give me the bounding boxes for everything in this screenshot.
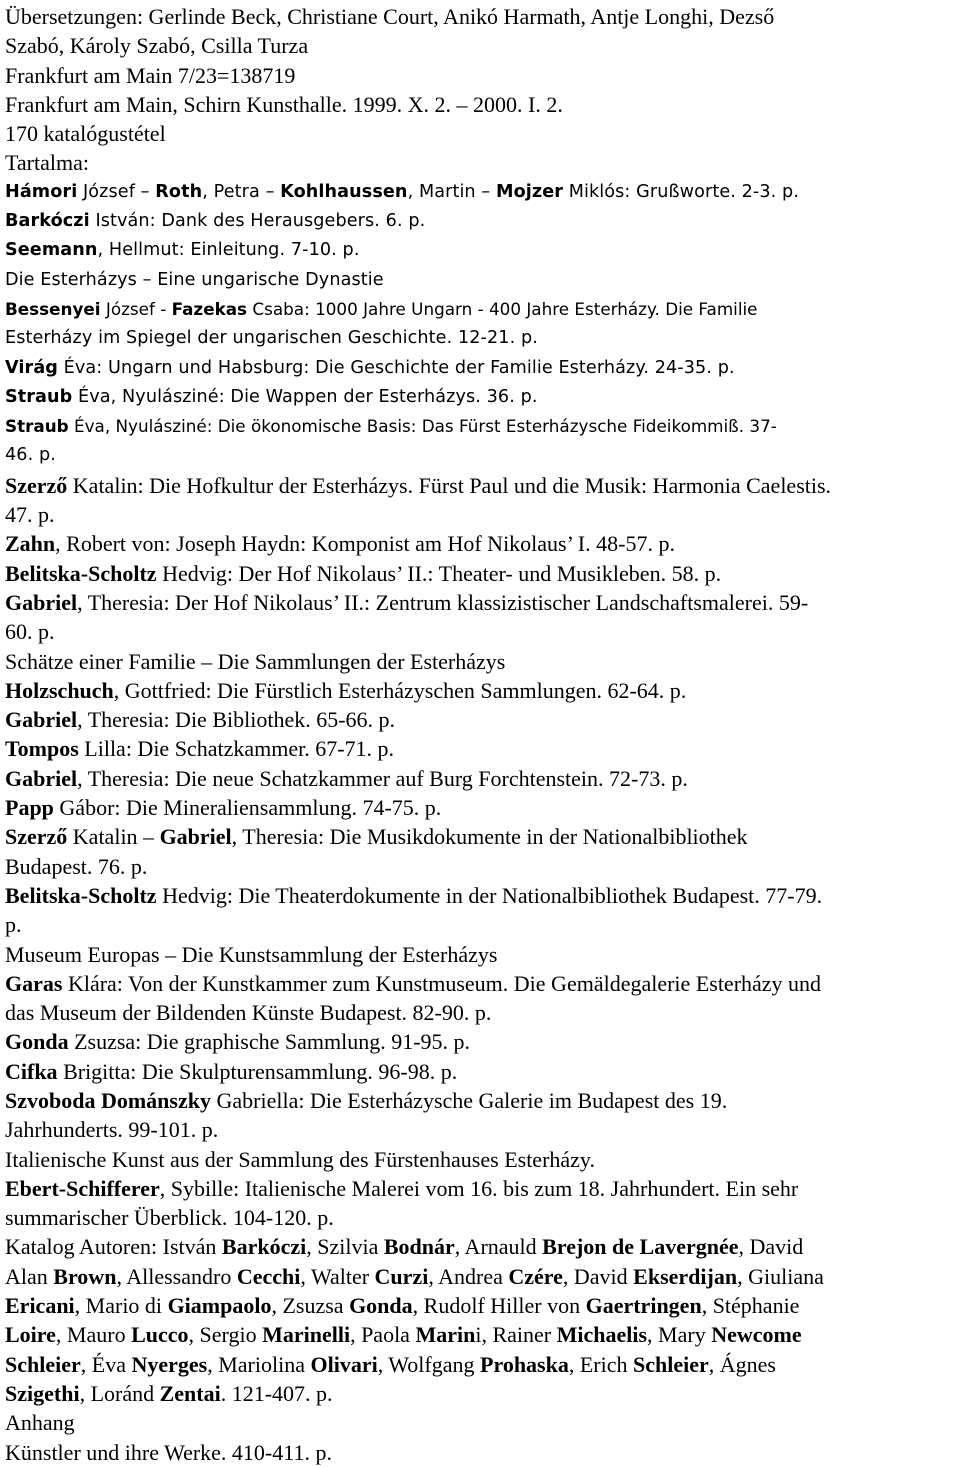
author-name: Newcome [711, 1322, 802, 1348]
text-segment: Jahrhunderts. 99-101. p. [5, 1117, 219, 1143]
text-line [5, 295, 955, 324]
text-line [5, 354, 955, 383]
text-line [5, 1086, 955, 1115]
author-name: Nyerges [131, 1351, 208, 1377]
text-line [5, 940, 955, 969]
author-name: Zahn [5, 531, 56, 557]
text-line [5, 1262, 955, 1291]
text-line [5, 588, 955, 617]
text-segment: , Rudolf Hiller von [412, 1293, 586, 1319]
text-segment: das Museum der Bildenden Künste Budapest. 82-90. p. [5, 1000, 492, 1026]
author-name: Gonda [349, 1293, 413, 1319]
text-line [5, 31, 955, 60]
text-line [5, 1027, 955, 1056]
author-name: Hámori [5, 181, 78, 202]
text-segment: Tartalma: [5, 150, 89, 176]
text-line [5, 529, 955, 558]
text-segment: , Theresia: Die Bibliothek. 65-66. p. [77, 707, 396, 733]
text-segment: Die Esterházys – Eine ungarische Dynastie [5, 269, 384, 290]
text-segment: , Szilvia [306, 1234, 384, 1260]
author-name: Ebert-Schifferer [5, 1175, 160, 1201]
text-segment: , Giuliana [737, 1263, 824, 1289]
text-segment: 47. p. [5, 502, 55, 528]
text-segment: , Wolfgang [377, 1351, 481, 1377]
text-segment: Zsuzsa: Die graphische Sammlung. 91-95. p. [68, 1029, 471, 1055]
text-line [5, 441, 955, 470]
author-name: Virág [5, 357, 58, 378]
text-line [5, 119, 955, 148]
author-name: Michaelis [556, 1322, 648, 1348]
text-line [5, 1291, 955, 1320]
text-line [5, 1174, 955, 1203]
text-segment: i, Rainer [475, 1322, 557, 1348]
text-segment: , Mariolina [207, 1351, 311, 1377]
text-segment: Budapest. 76. p. [5, 853, 148, 879]
text-segment: p. [5, 912, 22, 938]
author-name: Barkóczi [5, 211, 90, 232]
text-segment: , Stéphanie [701, 1293, 800, 1319]
text-line [5, 734, 955, 763]
author-name: Cifka [5, 1058, 58, 1084]
text-segment: , Walter [300, 1263, 375, 1289]
text-line [5, 1438, 955, 1467]
text-segment: , Gottfried: Die Fürstlich Esterházyschen Sammlungen. 62-64. p. [113, 677, 687, 703]
text-segment: , Robert von: Joseph Haydn: Komponist am Hof Nikolaus’ I. 48-57. p. [55, 531, 675, 557]
author-name: Brown [53, 1263, 117, 1289]
author-name: Marinelli [262, 1322, 351, 1348]
text-line [5, 236, 955, 265]
author-name: Curzi [374, 1263, 429, 1289]
text-segment: Künstler und ihre Werke. 410-411. p. [5, 1439, 332, 1465]
author-name: Straub [5, 416, 69, 437]
author-name: Papp [5, 795, 54, 821]
text-line [5, 500, 955, 529]
text-line [5, 1115, 955, 1144]
text-line [5, 1350, 955, 1379]
author-name: Schleier [633, 1351, 709, 1377]
author-name: Fazekas [171, 298, 248, 319]
author-name: Belitska-Scholtz [5, 560, 157, 586]
text-segment: , Zsuzsa [271, 1293, 350, 1319]
text-segment: Miklós: Grußworte. 2-3. p. [563, 181, 800, 202]
text-segment: , Arnauld [454, 1234, 543, 1260]
text-segment: Katalog Autoren: István [5, 1234, 222, 1260]
text-segment: . 121-407. p. [220, 1380, 333, 1406]
text-line [5, 852, 955, 881]
text-line [5, 793, 955, 822]
text-line [5, 705, 955, 734]
text-segment: Frankfurt am Main, Schirn Kunsthalle. 1999. X. 2. – 2000. I. 2. [5, 91, 563, 117]
text-line [5, 822, 955, 851]
text-segment: Übersetzungen: Gerlinde Beck, Christiane Court, Anikó Harmath, Antje Longhi, Dezső [5, 4, 775, 29]
document-page [5, 2, 955, 1467]
author-name: Ekserdijan [633, 1263, 738, 1289]
author-name: Tompos [5, 736, 79, 762]
author-name: Brejon de Lavergnée [542, 1234, 739, 1260]
text-line [5, 998, 955, 1027]
text-segment: Italienische Kunst aus der Sammlung des Fürstenhauses Esterházy. [5, 1146, 595, 1172]
author-name: Szerző [5, 824, 68, 850]
text-segment: Esterházy im Spiegel der ungarischen Geschichte. 12-21. p. [5, 328, 538, 349]
author-name: Garas [5, 970, 63, 996]
text-segment: Frankfurt am Main 7/23=138719 [5, 62, 296, 88]
text-segment: Éva, Nyulásziné: Die Wappen der Esterházys. 36. p. [72, 386, 538, 407]
author-name: Czére [508, 1263, 563, 1289]
author-name: Prohaska [480, 1351, 569, 1377]
text-segment: Hedvig: Der Hof Nikolaus’ II.: Theater- und Musikleben. 58. p. [156, 560, 722, 586]
text-line [5, 1232, 955, 1261]
author-name: Szerző [5, 472, 68, 498]
text-line [5, 881, 955, 910]
text-segment: , Ágnes [708, 1351, 776, 1377]
author-name: Ericani [5, 1293, 75, 1319]
text-line [5, 617, 955, 646]
text-segment: Schätze einer Familie – Die Sammlungen der Esterházys [5, 648, 506, 674]
text-segment: , David [738, 1234, 804, 1260]
text-segment: Lilla: Die Schatzkammer. 67-71. p. [78, 736, 395, 762]
text-segment: Gabriella: Die Esterházysche Galerie im Budapest des 19. [210, 1087, 728, 1113]
text-segment: , Allessandro [116, 1263, 237, 1289]
text-line [5, 2, 955, 31]
text-line [5, 266, 955, 295]
author-name: Kohlhaussen [280, 181, 408, 202]
author-name: Belitska-Scholtz [5, 882, 157, 908]
author-name: Bodnár [383, 1234, 455, 1260]
text-line [5, 412, 955, 441]
author-name: Seemann [5, 240, 98, 261]
text-segment: Csaba: 1000 Jahre Ungarn - 400 Jahre Esterházy. Die Familie [247, 298, 758, 319]
text-segment: Brigitta: Die Skulpturensammlung. 96-98. p. [57, 1058, 458, 1084]
author-name: Holzschuch [5, 677, 114, 703]
text-segment: , Petra – [202, 181, 281, 202]
text-segment: István: Dank des Herausgebers. 6. p. [89, 211, 426, 232]
author-name: Mojzer [495, 181, 564, 202]
text-segment: , Mario di [74, 1293, 168, 1319]
text-line [5, 764, 955, 793]
text-segment: József – [77, 181, 156, 202]
author-name: Zentai [159, 1380, 221, 1406]
text-line [5, 647, 955, 676]
text-segment: Museum Europas – Die Kunstsammlung der Esterházys [5, 941, 498, 967]
author-name: Straub [5, 386, 73, 407]
author-name: Schleier [5, 1351, 81, 1377]
author-name: Gonda [5, 1029, 69, 1055]
author-name: Gaertringen [585, 1293, 702, 1319]
text-line [5, 1408, 955, 1437]
text-segment: , Mary [647, 1322, 712, 1348]
author-name: Bessenyei [5, 298, 101, 319]
text-segment: , Theresia: Die neue Schatzkammer auf Burg Forchtenstein. 72-73. p. [77, 765, 688, 791]
text-line [5, 383, 955, 412]
author-name: Marin [415, 1322, 476, 1348]
text-segment: , Sybille: Italienische Malerei vom 16. bis zum 18. Jahrhundert. Ein sehr [159, 1175, 799, 1201]
text-segment: 60. p. [5, 619, 55, 645]
text-line [5, 148, 955, 177]
text-line [5, 90, 955, 119]
text-line [5, 61, 955, 90]
text-segment: , Martin – [407, 181, 496, 202]
text-segment: Hedvig: Die Theaterdokumente in der Nationalbibliothek Budapest. 77-79. [156, 882, 823, 908]
text-line [5, 1203, 955, 1232]
text-line [5, 559, 955, 588]
text-line [5, 1320, 955, 1349]
text-line [5, 207, 955, 236]
text-segment: 170 katalógustétel [5, 121, 166, 147]
text-segment: Katalin – [67, 824, 160, 850]
text-segment: , Mauro [55, 1322, 132, 1348]
text-line [5, 178, 955, 207]
text-segment: , Andrea [428, 1263, 509, 1289]
text-segment: Alan [5, 1263, 54, 1289]
text-segment: , Sergio [188, 1322, 263, 1348]
text-segment: , Hellmut: Einleitung. 7-10. p. [97, 240, 360, 261]
text-line [5, 324, 955, 353]
author-name: Gabriel [5, 589, 78, 615]
author-name: Lucco [131, 1322, 189, 1348]
author-name: Szigethi [5, 1380, 80, 1406]
text-segment: , Erich [568, 1351, 634, 1377]
author-name: Giampaolo [167, 1293, 272, 1319]
text-segment: , Theresia: Die Musikdokumente in der Nationalbibliothek [231, 824, 748, 850]
text-segment: 46. p. [5, 445, 56, 466]
text-line [5, 676, 955, 705]
author-name: Loire [5, 1322, 56, 1348]
text-line [5, 969, 955, 998]
text-line [5, 910, 955, 939]
text-line [5, 471, 955, 500]
author-name: Cecchi [236, 1263, 301, 1289]
text-segment: József - [100, 298, 172, 319]
text-segment: Katalin: Die Hofkultur der Esterházys. Fürst Paul und die Musik: Harmonia Caelestis. [67, 472, 832, 498]
text-segment: Anhang [5, 1410, 75, 1436]
text-segment: Éva, Nyulásziné: Die ökonomische Basis: Das Fürst Esterházysche Fideikommiß. 37- [68, 416, 777, 437]
text-line [5, 1145, 955, 1174]
author-name: Gabriel [5, 765, 78, 791]
text-segment: Éva: Ungarn und Habsburg: Die Geschichte der Familie Esterházy. 24-35. p. [57, 357, 735, 378]
text-line [5, 1057, 955, 1086]
author-name: Barkóczi [221, 1234, 307, 1260]
author-name: Gabriel [5, 707, 78, 733]
text-segment: , Theresia: Der Hof Nikolaus’ II.: Zentrum klassizistischer Landschaftsmalerei. 59- [77, 589, 809, 615]
text-segment: , Loránd [79, 1380, 160, 1406]
text-segment: Szabó, Károly Szabó, Csilla Turza [5, 33, 309, 59]
author-name: Gabriel [159, 824, 232, 850]
author-name: Roth [155, 181, 203, 202]
author-name: Szvoboda Dománszky [5, 1087, 211, 1113]
text-segment: Gábor: Die Mineraliensammlung. 74-75. p. [53, 795, 442, 821]
text-segment: , Paola [350, 1322, 416, 1348]
text-segment: summarischer Überblick. 104-120. p. [5, 1205, 334, 1231]
author-name: Olivari [310, 1351, 378, 1377]
text-segment: , Éva [80, 1351, 132, 1377]
text-segment: , David [562, 1263, 634, 1289]
text-line [5, 1379, 955, 1408]
text-segment: Klára: Von der Kunstkammer zum Kunstmuseum. Die Gemäldegalerie Esterházy und [62, 970, 822, 996]
